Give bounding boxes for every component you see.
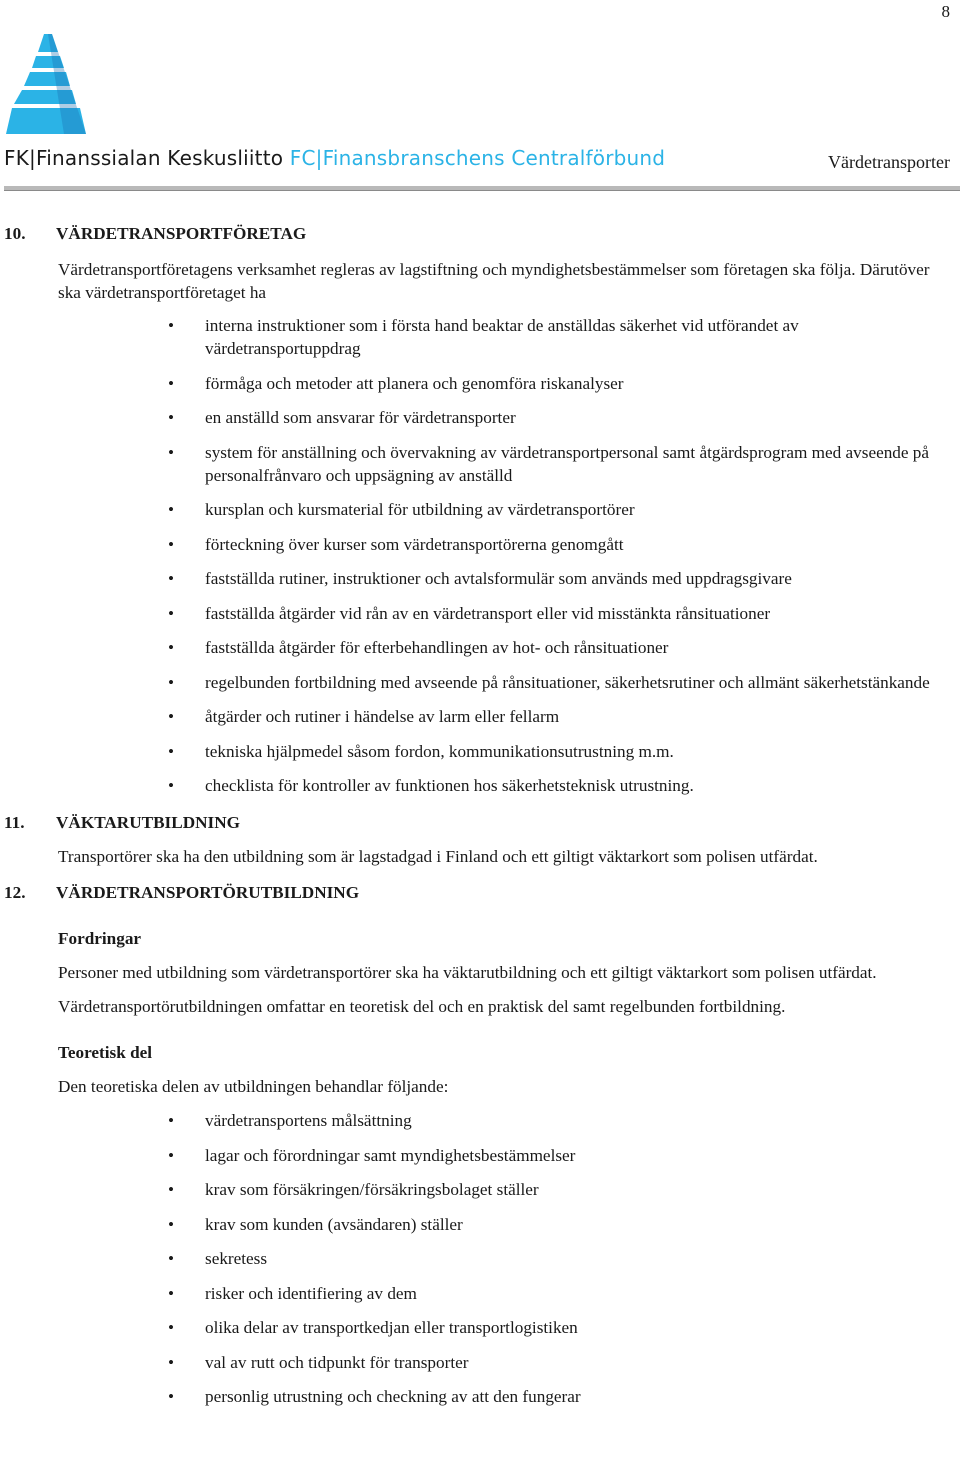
section-number: 10. <box>4 224 26 243</box>
fordringar-paragraph-1: Personer med utbildning som värdetransportörer ska ha väktarutbildning och ett giltigt väktarkort som polisen utfärdat. <box>58 963 877 982</box>
teoretisk-intro: Den teoretiska delen av utbildningen behandlar följande: <box>58 1077 449 1096</box>
document-title: Värdetransporter <box>828 152 950 172</box>
section-10-bullet-list <box>0 314 960 797</box>
list-item: • personlig utrustning och checkning av att den fungerar <box>0 1385 960 1408</box>
section-12-bullet-list <box>0 1109 960 1408</box>
list-item: • olika delar av transportkedjan eller transportlogistiken <box>0 1316 960 1339</box>
organization-name: FK|Finanssialan Keskusliitto FC|Finansbranschens Centralförbund <box>4 146 666 170</box>
document-body <box>0 222 960 1408</box>
list-item: • system för anställning och övervakning av värdetransportpersonal samt åtgärdsprogram med avseende på personalfrånvaro och uppsägning av anställd <box>0 441 960 487</box>
section-11-text: Transportörer ska ha den utbildning som är lagstadgad i Finland och ett giltigt väktarkort som polisen utfärdat. <box>58 847 818 866</box>
list-item: • interna instruktioner som i första hand beaktar de anställdas säkerhet vid utförandet av värdetransportuppdrag <box>0 314 960 360</box>
list-item: • tekniska hjälpmedel såsom fordon, kommunikationsutrustning m.m. <box>0 740 960 763</box>
section-title: VÄRDETRANSPORTÖRUTBILDNING <box>56 883 360 902</box>
list-item: • regelbunden fortbildning med avseende på rånsituationer, säkerhetsrutiner och allmänt säkerhetstänkande <box>0 671 960 694</box>
list-item: • fastställda rutiner, instruktioner och avtalsformulär som används med uppdragsgivare <box>0 567 960 590</box>
list-item: • checklista för kontroller av funktionen hos säkerhetsteknisk utrustning. <box>0 774 960 797</box>
list-item: • krav som försäkringen/försäkringsbolaget ställer <box>0 1178 960 1201</box>
list-item: • värdetransportens målsättning <box>0 1109 960 1132</box>
list-item: • förmåga och metoder att planera och genomföra riskanalyser <box>0 372 960 395</box>
section-10-heading <box>0 222 960 245</box>
section-10-intro: Värdetransportföretagens verksamhet regleras av lagstiftning och myndighetsbestämmelser som företagen ska följa. Därutöver ska värdetransportföretaget ha <box>58 260 930 302</box>
section-number: 12. <box>4 883 26 902</box>
section-12-heading <box>0 881 960 904</box>
list-item: • sekretess <box>0 1247 960 1270</box>
org-fi-name: Finanssialan Keskusliitto <box>35 146 284 170</box>
list-item: • val av rutt och tidpunkt för transporter <box>0 1351 960 1374</box>
section-title: VÄKTARUTBILDNING <box>56 813 240 832</box>
section-11-heading <box>0 811 960 834</box>
list-item: • krav som kunden (avsändaren) ställer <box>0 1213 960 1236</box>
list-item: • fastställda åtgärder för efterbehandlingen av hot- och rånsituationer <box>0 636 960 659</box>
page-number: 8 <box>941 2 950 21</box>
fordringar-heading: Fordringar <box>58 929 142 948</box>
org-sv-abbr: FC <box>289 146 316 170</box>
list-item: • förteckning över kurser som värdetransportörerna genomgått <box>0 533 960 556</box>
list-item: • fastställda åtgärder vid rån av en värdetransport eller vid misstänkta rånsituationer <box>0 602 960 625</box>
list-item: • lagar och förordningar samt myndighetsbestämmelser <box>0 1144 960 1167</box>
list-item: • en anställd som ansvarar för värdetransporter <box>0 406 960 429</box>
section-title: VÄRDETRANSPORTFÖRETAG <box>56 224 307 243</box>
org-fi-abbr: FK <box>4 146 30 170</box>
list-item: • åtgärder och rutiner i händelse av larm eller fellarm <box>0 705 960 728</box>
teoretisk-heading: Teoretisk del <box>58 1043 153 1062</box>
header-divider <box>4 186 960 191</box>
section-number: 11. <box>4 813 25 832</box>
list-item: • kursplan och kursmaterial för utbildning av värdetransportörer <box>0 498 960 521</box>
list-item: • risker och identifiering av dem <box>0 1282 960 1305</box>
org-sv-name: Finansbranschens Centralförbund <box>322 146 666 170</box>
fk-logo-icon <box>4 30 92 138</box>
fordringar-paragraph-2: Värdetransportörutbildningen omfattar en teoretisk del och en praktisk del samt regelbunden fortbildning. <box>58 997 786 1016</box>
